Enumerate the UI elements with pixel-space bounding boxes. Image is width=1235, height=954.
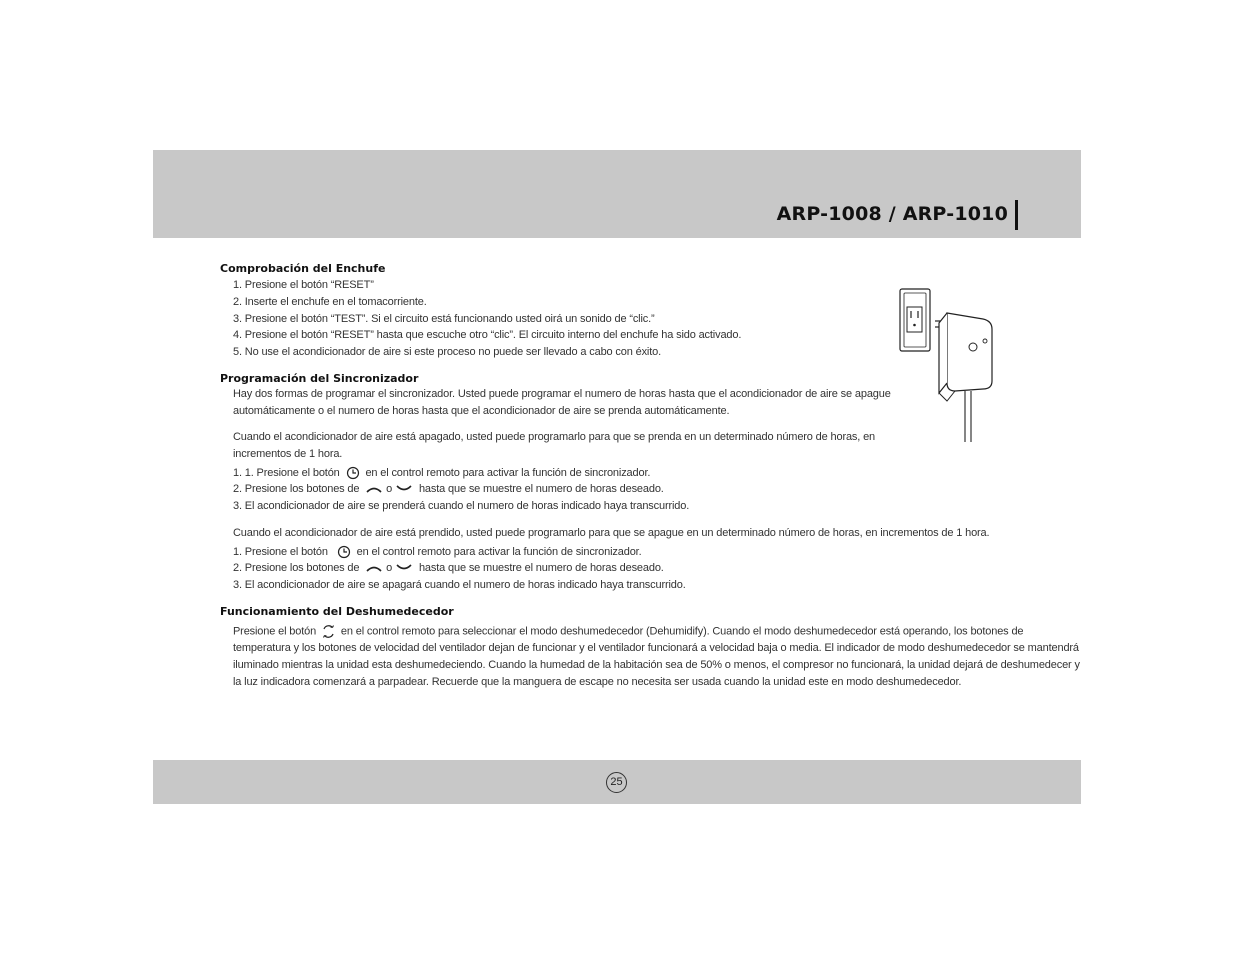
list-item: 1. Presione el botón “RESET” [233, 279, 374, 291]
plug-outlet-illustration [895, 285, 1000, 445]
step-text: en el control remoto para activar la función de sincronizador. [356, 545, 642, 558]
chevron-up-icon [365, 563, 383, 573]
dehumidify-icon [321, 624, 336, 639]
chevron-down-icon [395, 563, 413, 573]
step-text: hasta que se muestre el numero de horas deseado. [418, 562, 664, 574]
or-text: o [386, 562, 393, 574]
step-text: 2. Presione los botones de [233, 483, 360, 495]
paragraph-line: Cuando el acondicionador de aire está apagado, usted puede programarlo para que se prenda en un determinado número de horas, en [233, 431, 876, 443]
step-text: 2. Presione los botones de [233, 562, 360, 574]
paragraph-line [233, 624, 1023, 639]
paragraph-line: Cuando el acondicionador de aire está prendido, usted puede programarlo para que se apague en un determinado número de horas, en incrementos de 1 hora. [233, 527, 990, 539]
section-heading-sincronizador: Programación del Sincronizador [220, 372, 419, 385]
list-item: 4. Presione el botón “RESET” hasta que escuche otro “clic”. El circuito interno del enchufe ha sido activado. [233, 329, 742, 341]
or-text: o [386, 483, 393, 495]
page-number: 25 [606, 772, 627, 793]
paragraph-text: en el control remoto para seleccionar el modo deshumedecedor (Dehumidify). Cuando el modo deshumedecedor está operando, los botones de [340, 625, 1024, 638]
list-item: 3. El acondicionador de aire se apagará cuando el numero de horas indicado haya transcurrido. [233, 579, 686, 591]
timer-icon [346, 466, 360, 480]
section-heading-deshumedecedor: Funcionamiento del Deshumedecedor [220, 605, 454, 618]
paragraph-line: incrementos de 1 hora. [233, 448, 343, 460]
paragraph-line: iluminado mientras la unidad esta deshumedeciendo. Cuando la humedad de la habitación sea de 50% o menos, el compresor no funcionará, la unidad dejará de deshumedecer y [233, 659, 1080, 671]
step-text: en el control remoto para activar la función de sincronizador. [365, 466, 651, 479]
list-item [233, 466, 650, 480]
list-item: 3. Presione el botón “TEST”. Si el circuito está funcionando usted oirá un sonido de “clic.” [233, 313, 655, 325]
timer-icon [337, 545, 351, 559]
chevron-down-icon [395, 484, 413, 494]
paragraph-line: automáticamente o el numero de horas hasta que el acondicionador de aire se prenda automáticamente. [233, 405, 730, 417]
paragraph-text: Presione el botón [233, 625, 317, 638]
step-text: 1. Presione el botón [233, 545, 328, 558]
paragraph-line: temperatura y los botones de velocidad del ventilador dejan de funcionar y el ventilador funcionará a velocidad baja o media. El indicador de modo deshumedecedor se mantendrá [233, 642, 1079, 654]
list-item [233, 483, 664, 495]
list-item: 3. El acondicionador de aire se prenderá cuando el numero de horas indicado haya transcurrido. [233, 500, 690, 512]
footer-band [153, 760, 1081, 804]
list-item: 5. No use el acondicionador de aire si este proceso no puede ser llevado a cabo con éxito. [233, 346, 662, 358]
list-item: 2. Inserte el enchufe en el tomacorriente. [233, 296, 427, 308]
list-item [233, 545, 641, 559]
paragraph-line: Hay dos formas de programar el sincronizador. Usted puede programar el numero de horas hasta que el acondicionador de aire se apague [233, 388, 891, 400]
step-text: hasta que se muestre el numero de horas deseado. [418, 483, 664, 495]
section-heading-enchufe: Comprobación del Enchufe [220, 262, 386, 275]
step-text: 1. 1. Presione el botón [233, 466, 340, 479]
list-item [233, 562, 664, 574]
model-title: ARP-1008 / ARP-1010 [776, 203, 1008, 225]
paragraph-line: la luz indicadora comenzará a parpadear. Recuerde que la manguera de escape no necesita ser usada cuando la unidad este en modo deshumedecedor. [233, 676, 962, 688]
chevron-up-icon [365, 484, 383, 494]
